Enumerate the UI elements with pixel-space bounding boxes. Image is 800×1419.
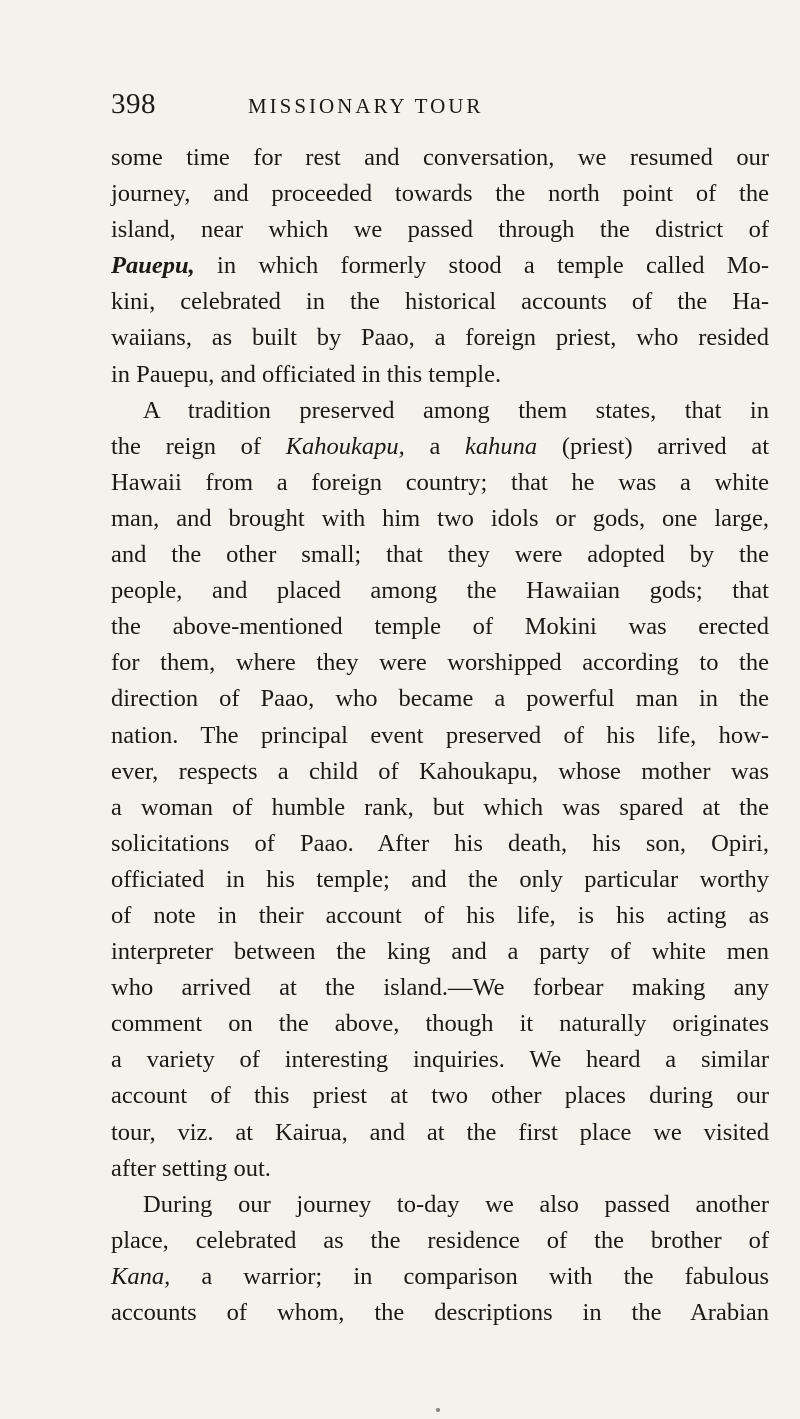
running-head [111,88,766,124]
text-run: a warrior; in comparison with the fabulous [170,1262,769,1290]
text-line: direction of Paao, who became a powerful man in the [111,685,769,713]
text-line: in Pauepu, and officiated in this temple. [111,360,502,388]
text-line: place, celebrated as the residence of the brother of [111,1226,769,1254]
italic-term: Kahoukapu, [285,432,405,460]
italic-term: Kana, [111,1262,171,1290]
text-line: waiians, as built by Paao, a foreign priest, who resided [111,324,769,352]
text-line [111,248,769,284]
paper-speck [436,1408,440,1412]
body-text [111,140,769,1331]
text-line: man, and brought with him two idols or gods, one large, [111,504,769,532]
text-run: in which formerly stood a temple called Mo- [194,252,769,280]
text-line: people, and placed among the Hawaiian gods; that [111,577,769,605]
text-line: Hawaii from a foreign country; that he was a white [111,468,769,496]
text-line: During our journey to-day we also passed another [143,1190,769,1218]
page-number: 398 [111,88,156,120]
italic-term: Pauepu, [111,252,195,280]
text-line: A tradition preserved among them states, that in [143,396,769,424]
text-line: comment on the above, though it naturally originates [111,1010,769,1038]
running-title: MISSIONARY TOUR [248,94,484,118]
text-line: who arrived at the island.—We forbear making any [111,974,769,1002]
text-line: of note in their account of his life, is his acting as [111,901,769,929]
italic-term: kahuna [465,432,538,460]
text-run: (priest) arrived at [537,432,770,460]
text-line: island, near which we passed through the district of [111,216,769,244]
text-line: solicitations of Paao. After his death, his son, Opiri, [111,829,769,857]
text-line: for them, where they were worshipped according to the [111,649,769,677]
text-line: tour, viz. at Kairua, and at the first place we visited [111,1118,769,1146]
text-line [111,1259,769,1295]
text-run: a [404,432,466,460]
text-line: officiated in his temple; and the only particular worthy [111,865,769,893]
text-line: ever, respects a child of Kahoukapu, whose mother was [111,757,769,785]
text-line: and the other small; that they were adopted by the [111,541,769,569]
text-run: the reign of [111,432,286,460]
text-line: a woman of humble rank, but which was spared at the [111,793,769,821]
text-line: interpreter between the king and a party of white men [111,938,769,966]
text-line: account of this priest at two other places during our [111,1082,769,1110]
text-line: kini, celebrated in the historical accounts of the Ha- [111,288,769,316]
text-line: the above-mentioned temple of Mokini was erected [111,613,769,641]
text-line: nation. The principal event preserved of his life, how- [111,721,769,749]
text-line [111,429,769,465]
text-line: accounts of whom, the descriptions in the Arabian [111,1299,769,1326]
text-line: some time for rest and conversation, we resumed our [111,144,769,171]
text-line: after setting out. [111,1154,271,1182]
text-line: a variety of interesting inquiries. We heard a similar [111,1046,769,1074]
text-line: journey, and proceeded towards the north point of the [111,180,769,208]
